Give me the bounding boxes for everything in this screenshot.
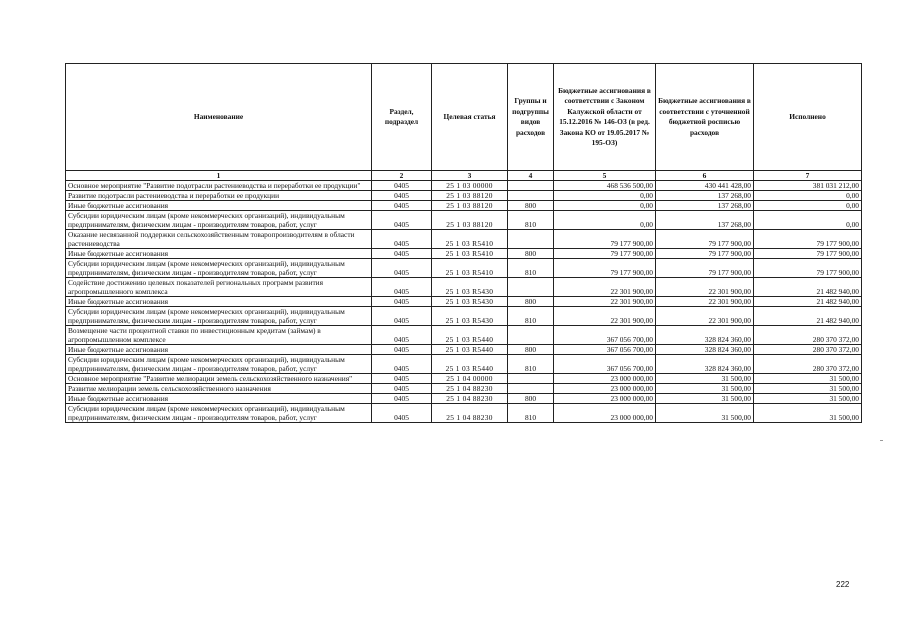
row-group: 810 xyxy=(508,259,554,278)
table-body xyxy=(66,181,862,423)
row-value-refined: 31 500,00 xyxy=(656,404,754,423)
row-value-executed: 280 370 372,00 xyxy=(754,326,862,345)
row-section: 0405 xyxy=(372,374,432,384)
row-value-law: 23 000 000,00 xyxy=(554,384,656,394)
row-value-executed: 280 370 372,00 xyxy=(754,355,862,374)
row-value-refined: 328 824 360,00 xyxy=(656,345,754,355)
table-row xyxy=(66,355,862,374)
row-value-executed: 0,00 xyxy=(754,191,862,201)
row-value-law: 22 301 900,00 xyxy=(554,278,656,297)
row-group xyxy=(508,230,554,249)
row-value-executed: 31 500,00 xyxy=(754,404,862,423)
row-value-law: 0,00 xyxy=(554,191,656,201)
row-value-executed: 79 177 900,00 xyxy=(754,249,862,259)
row-section: 0405 xyxy=(372,201,432,211)
table-row xyxy=(66,230,862,249)
table-row xyxy=(66,374,862,384)
table-row xyxy=(66,181,862,191)
row-group xyxy=(508,278,554,297)
row-group: 810 xyxy=(508,211,554,230)
table-row xyxy=(66,211,862,230)
row-value-executed: 21 482 940,00 xyxy=(754,307,862,326)
column-number: 7 xyxy=(754,171,862,181)
row-section: 0405 xyxy=(372,404,432,423)
row-value-law: 0,00 xyxy=(554,201,656,211)
row-value-refined: 31 500,00 xyxy=(656,394,754,404)
row-name: Иные бюджетные ассигнования xyxy=(66,394,372,404)
row-value-refined: 137 268,00 xyxy=(656,191,754,201)
table-row xyxy=(66,249,862,259)
row-name: Оказание несвязанной поддержки сельскохозяйственным товаропроизводителям в области растениеводства xyxy=(66,230,372,249)
header-target: Целевая статья xyxy=(432,64,508,171)
row-value-executed: 21 482 940,00 xyxy=(754,278,862,297)
row-section: 0405 xyxy=(372,211,432,230)
row-group: 810 xyxy=(508,307,554,326)
row-name: Субсидии юридическим лицам (кроме некоммерческих организаций), индивидуальным предпринимателям, физическим лицам - производителям товаров, работ, услуг xyxy=(66,404,372,423)
row-name: Развитие подотрасли растениеводства и переработки ее продукции xyxy=(66,191,372,201)
row-value-law: 468 536 500,00 xyxy=(554,181,656,191)
column-number: 2 xyxy=(372,171,432,181)
row-value-law: 79 177 900,00 xyxy=(554,259,656,278)
table-row xyxy=(66,394,862,404)
row-group: 800 xyxy=(508,297,554,307)
row-value-law: 23 000 000,00 xyxy=(554,394,656,404)
header-row xyxy=(66,64,862,171)
row-group xyxy=(508,384,554,394)
row-section: 0405 xyxy=(372,326,432,345)
table-row xyxy=(66,201,862,211)
table-row xyxy=(66,307,862,326)
table-row xyxy=(66,404,862,423)
header-col5: Бюджетные ассигнования в соответствии с Законом Калужской области от 15.12.2016 № 146-ОЗ (в ред. Закона КО от 19.05.2017 № 195-ОЗ) xyxy=(554,64,656,171)
row-value-executed: 381 031 212,00 xyxy=(754,181,862,191)
row-section: 0405 xyxy=(372,249,432,259)
table-row xyxy=(66,259,862,278)
row-section: 0405 xyxy=(372,181,432,191)
header-group: Группы и подгруппы видов расходов xyxy=(508,64,554,171)
row-target: 25 1 03 R5430 xyxy=(432,297,508,307)
row-name: Субсидии юридическим лицам (кроме некоммерческих организаций), индивидуальным предпринимателям, физическим лицам - производителям товаров, работ, услуг xyxy=(66,259,372,278)
row-section: 0405 xyxy=(372,394,432,404)
column-number: 1 xyxy=(66,171,372,181)
row-name: Основное мероприятие "Развитие подотрасли растениеводства и переработки ее продукции" xyxy=(66,181,372,191)
row-target: 25 1 03 R5410 xyxy=(432,259,508,278)
row-group xyxy=(508,374,554,384)
column-number: 4 xyxy=(508,171,554,181)
row-group: 800 xyxy=(508,201,554,211)
row-target: 25 1 03 88120 xyxy=(432,191,508,201)
row-value-refined: 137 268,00 xyxy=(656,201,754,211)
column-number: 3 xyxy=(432,171,508,181)
row-section: 0405 xyxy=(372,345,432,355)
row-value-executed: 31 500,00 xyxy=(754,394,862,404)
row-value-executed: 79 177 900,00 xyxy=(754,230,862,249)
row-target: 25 1 03 88120 xyxy=(432,211,508,230)
row-value-law: 367 056 700,00 xyxy=(554,326,656,345)
row-section: 0405 xyxy=(372,259,432,278)
header-col7: Исполнено xyxy=(754,64,862,171)
table-row xyxy=(66,384,862,394)
row-name: Возмещение части процентной ставки по инвестиционным кредитам (займам) в агропромышленном комплексе xyxy=(66,326,372,345)
row-name: Иные бюджетные ассигнования xyxy=(66,249,372,259)
table-row xyxy=(66,326,862,345)
header-section: Раздел, подраздел xyxy=(372,64,432,171)
row-value-refined: 79 177 900,00 xyxy=(656,230,754,249)
row-section: 0405 xyxy=(372,278,432,297)
row-section: 0405 xyxy=(372,297,432,307)
row-target: 25 1 03 R5440 xyxy=(432,326,508,345)
row-value-refined: 328 824 360,00 xyxy=(656,355,754,374)
row-target: 25 1 03 R5410 xyxy=(432,230,508,249)
row-target: 25 1 03 R5430 xyxy=(432,307,508,326)
row-value-refined: 22 301 900,00 xyxy=(656,297,754,307)
header-col6: Бюджетные ассигнования в соответствии с уточненной бюджетной росписью расходов xyxy=(656,64,754,171)
row-name: Развитие мелиорации земель сельскохозяйственного назначения xyxy=(66,384,372,394)
row-name: Иные бюджетные ассигнования xyxy=(66,201,372,211)
row-target: 25 1 03 R5410 xyxy=(432,249,508,259)
scan-mark xyxy=(880,440,883,441)
table-row xyxy=(66,278,862,297)
table-row xyxy=(66,297,862,307)
row-target: 25 1 04 88230 xyxy=(432,394,508,404)
page-number: 222 xyxy=(836,580,850,589)
row-section: 0405 xyxy=(372,384,432,394)
row-value-law: 22 301 900,00 xyxy=(554,307,656,326)
column-number: 5 xyxy=(554,171,656,181)
row-target: 25 1 03 R5440 xyxy=(432,345,508,355)
table-row xyxy=(66,191,862,201)
row-name: Субсидии юридическим лицам (кроме некоммерческих организаций), индивидуальным предпринимателям, физическим лицам - производителям товаров, работ, услуг xyxy=(66,211,372,230)
row-value-refined: 430 441 428,00 xyxy=(656,181,754,191)
row-group: 810 xyxy=(508,404,554,423)
table-row xyxy=(66,345,862,355)
row-value-refined: 79 177 900,00 xyxy=(656,249,754,259)
row-target: 25 1 03 88120 xyxy=(432,201,508,211)
row-value-law: 367 056 700,00 xyxy=(554,345,656,355)
row-value-refined: 137 268,00 xyxy=(656,211,754,230)
row-name: Иные бюджетные ассигнования xyxy=(66,297,372,307)
column-number: 6 xyxy=(656,171,754,181)
row-value-refined: 31 500,00 xyxy=(656,374,754,384)
row-value-law: 79 177 900,00 xyxy=(554,230,656,249)
row-name: Субсидии юридическим лицам (кроме некоммерческих организаций), индивидуальным предпринимателям, физическим лицам - производителям товаров, работ, услуг xyxy=(66,307,372,326)
row-value-executed: 31 500,00 xyxy=(754,384,862,394)
row-value-executed: 79 177 900,00 xyxy=(754,259,862,278)
row-group: 800 xyxy=(508,249,554,259)
row-target: 25 1 03 R5430 xyxy=(432,278,508,297)
row-name: Иные бюджетные ассигнования xyxy=(66,345,372,355)
row-group xyxy=(508,191,554,201)
row-value-refined: 31 500,00 xyxy=(656,384,754,394)
row-value-law: 23 000 000,00 xyxy=(554,404,656,423)
row-group: 810 xyxy=(508,355,554,374)
row-value-executed: 21 482 940,00 xyxy=(754,297,862,307)
row-group xyxy=(508,326,554,345)
row-group: 800 xyxy=(508,345,554,355)
row-value-refined: 79 177 900,00 xyxy=(656,259,754,278)
row-group: 800 xyxy=(508,394,554,404)
budget-table-container xyxy=(65,63,861,423)
row-target: 25 1 04 00000 xyxy=(432,374,508,384)
row-name: Основное мероприятие "Развитие мелиорации земель сельскохозяйственного назначения" xyxy=(66,374,372,384)
row-section: 0405 xyxy=(372,191,432,201)
row-value-executed: 280 370 372,00 xyxy=(754,345,862,355)
row-value-executed: 0,00 xyxy=(754,211,862,230)
row-target: 25 1 03 00000 xyxy=(432,181,508,191)
row-value-law: 23 000 000,00 xyxy=(554,374,656,384)
row-target: 25 1 04 88230 xyxy=(432,404,508,423)
row-value-law: 0,00 xyxy=(554,211,656,230)
row-value-refined: 22 301 900,00 xyxy=(656,307,754,326)
row-target: 25 1 03 R5440 xyxy=(432,355,508,374)
row-value-refined: 328 824 360,00 xyxy=(656,326,754,345)
header-name: Наименование xyxy=(66,64,372,171)
row-value-executed: 0,00 xyxy=(754,201,862,211)
row-section: 0405 xyxy=(372,230,432,249)
row-value-executed: 31 500,00 xyxy=(754,374,862,384)
row-value-law: 22 301 900,00 xyxy=(554,297,656,307)
row-value-law: 367 056 700,00 xyxy=(554,355,656,374)
row-section: 0405 xyxy=(372,355,432,374)
row-name: Содействие достижению целевых показателей региональных программ развития агропромышленного комплекса xyxy=(66,278,372,297)
row-value-law: 79 177 900,00 xyxy=(554,249,656,259)
budget-table xyxy=(65,63,862,423)
row-value-refined: 22 301 900,00 xyxy=(656,278,754,297)
column-number-row xyxy=(66,171,862,181)
row-target: 25 1 04 88230 xyxy=(432,384,508,394)
row-section: 0405 xyxy=(372,307,432,326)
row-name: Субсидии юридическим лицам (кроме некоммерческих организаций), индивидуальным предпринимателям, физическим лицам - производителям товаров, работ, услуг xyxy=(66,355,372,374)
row-group xyxy=(508,181,554,191)
